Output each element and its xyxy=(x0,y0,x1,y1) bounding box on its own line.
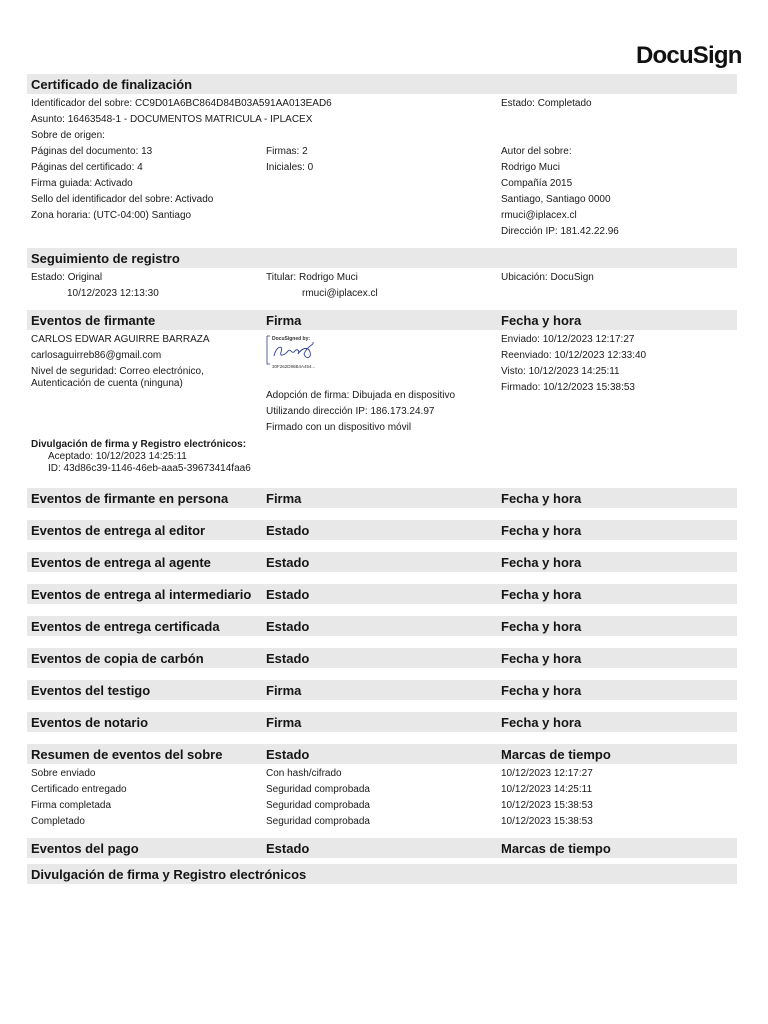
section-witness xyxy=(27,680,737,700)
signer-col-events: Eventos de firmante xyxy=(31,313,156,328)
summary-time: 10/12/2023 15:38:53 xyxy=(501,800,593,811)
summary-header xyxy=(27,744,737,764)
signer-signed: Firmado: 10/12/2023 15:38:53 xyxy=(501,382,635,393)
certificate-title: Certificado de finalización xyxy=(31,77,193,92)
summary-event: Sobre enviado xyxy=(31,768,96,779)
signature-image xyxy=(264,334,344,372)
signature-header: DocuSigned by: xyxy=(272,336,311,342)
document-pages: Páginas del documento: 13 xyxy=(31,146,153,157)
signature-adoption: Adopción de firma: Dibujada en dispositivo xyxy=(266,390,455,401)
section-title: Eventos de entrega certificada xyxy=(31,619,220,634)
section-col2: Firma xyxy=(266,715,302,730)
tracking-header xyxy=(27,248,737,268)
payment-col-status: Estado xyxy=(266,841,310,856)
signature-ip: Utilizando dirección IP: 186.173.24.97 xyxy=(266,406,435,417)
section-col2: Firma xyxy=(266,683,302,698)
disclosure-footer-header xyxy=(27,864,737,884)
signer-events-header xyxy=(27,310,737,330)
signer-authentication: Autenticación de cuenta (ninguna) xyxy=(31,378,183,389)
summary-col-events: Resumen de eventos del sobre xyxy=(31,747,223,762)
signer-sent: Enviado: 10/12/2023 12:17:27 xyxy=(501,334,635,345)
section-title: Eventos de copia de carbón xyxy=(31,651,204,666)
summary-col-timestamps: Marcas de tiempo xyxy=(501,747,611,762)
section-title: Eventos de entrega al intermediario xyxy=(31,587,252,602)
disclosure-title: Divulgación de firma y Registro electrónicos: xyxy=(31,439,247,450)
certificate-header xyxy=(27,74,737,94)
author-city: Santiago, Santiago 0000 xyxy=(501,194,611,205)
signature-device: Firmado con un dispositivo móvil xyxy=(266,422,412,433)
section-col3: Fecha y hora xyxy=(501,523,582,538)
section-title: Eventos de notario xyxy=(31,715,149,730)
guided-signing: Firma guiada: Activado xyxy=(31,178,133,189)
section-title: Eventos del testigo xyxy=(31,683,151,698)
section-intermediary-delivery xyxy=(27,584,737,604)
certificate-pages: Páginas del certificado: 4 xyxy=(31,162,143,173)
section-col2: Estado xyxy=(266,523,310,538)
tracking-status: Estado: Original xyxy=(31,272,103,283)
section-notary xyxy=(27,712,737,732)
signer-col-signature: Firma xyxy=(266,313,302,328)
section-editor-delivery xyxy=(27,520,737,540)
section-certified-delivery xyxy=(27,616,737,636)
section-col2: Estado xyxy=(266,651,310,666)
section-in-person xyxy=(27,488,737,508)
section-col3: Fecha y hora xyxy=(501,587,582,602)
tracking-location: Ubicación: DocuSign xyxy=(501,272,594,283)
tracking-holder: Titular: Rodrigo Muci xyxy=(266,272,358,283)
signer-email: carlosaguirreb86@gmail.com xyxy=(31,350,162,361)
section-col2: Estado xyxy=(266,587,310,602)
tracking-holder-email: rmuci@iplacex.cl xyxy=(302,288,378,299)
disclosure-id: ID: 43d86c39-1146-46eb-aaa5-39673414faa6 xyxy=(48,463,251,474)
summary-status: Seguridad comprobada xyxy=(266,816,370,827)
summary-status: Con hash/cifrado xyxy=(266,768,342,779)
section-carbon-copy xyxy=(27,648,737,668)
author-name: Rodrigo Muci xyxy=(501,162,560,173)
signature-id: 30F262D96B4A454... xyxy=(272,364,316,369)
section-col2: Estado xyxy=(266,555,310,570)
summary-status: Seguridad comprobada xyxy=(266,784,370,795)
summary-event: Certificado entregado xyxy=(31,784,127,795)
payment-header xyxy=(27,838,737,858)
subject: Asunto: 16463548-1 - DOCUMENTOS MATRICULA - IPLACEX xyxy=(31,114,313,125)
section-col2: Estado xyxy=(266,619,310,634)
section-col3: Fecha y hora xyxy=(501,555,582,570)
origin-envelope: Sobre de origen: xyxy=(31,130,105,141)
author-company: Compañía 2015 xyxy=(501,178,573,189)
tracking-title: Seguimiento de registro xyxy=(31,251,180,266)
signer-viewed: Visto: 10/12/2023 14:25:11 xyxy=(501,366,620,377)
signature-count: Firmas: 2 xyxy=(266,146,308,157)
payment-col-timestamps: Marcas de tiempo xyxy=(501,841,611,856)
summary-status: Seguridad comprobada xyxy=(266,800,370,811)
section-title: Eventos de entrega al agente xyxy=(31,555,211,570)
disclosure-accepted: Aceptado: 10/12/2023 14:25:11 xyxy=(48,451,187,462)
signer-resent: Reenviado: 10/12/2023 12:33:40 xyxy=(501,350,647,361)
summary-event: Completado xyxy=(31,816,85,827)
summary-time: 10/12/2023 15:38:53 xyxy=(501,816,593,827)
summary-time: 10/12/2023 12:17:27 xyxy=(501,768,593,779)
time-zone: Zona horaria: (UTC-04:00) Santiago xyxy=(31,210,192,221)
tracking-date: 10/12/2023 12:13:30 xyxy=(67,288,159,299)
section-col3: Fecha y hora xyxy=(501,651,582,666)
summary-col-status: Estado xyxy=(266,747,310,762)
author-ip: Dirección IP: 181.42.22.96 xyxy=(501,226,619,237)
section-col3: Fecha y hora xyxy=(501,491,582,506)
payment-col-events: Eventos del pago xyxy=(31,841,139,856)
summary-event: Firma completada xyxy=(31,800,112,811)
section-title: Eventos de entrega al editor xyxy=(31,523,206,538)
disclosure-footer-title: Divulgación de firma y Registro electrónicos xyxy=(31,867,307,882)
section-title: Eventos de firmante en persona xyxy=(31,491,229,506)
envelope-stamp: Sello del identificador del sobre: Activado xyxy=(31,194,214,205)
signer-col-datetime: Fecha y hora xyxy=(501,313,582,328)
initials-count: Iniciales: 0 xyxy=(266,162,314,173)
envelope-id: Identificador del sobre: CC9D01A6BC864D84B03A591AA013EAD6 xyxy=(31,98,332,109)
summary-time: 10/12/2023 14:25:11 xyxy=(501,784,593,795)
signer-security-level: Nivel de seguridad: Correo electrónico, xyxy=(31,366,204,377)
section-col3: Fecha y hora xyxy=(501,683,582,698)
envelope-status: Estado: Completado xyxy=(501,98,592,109)
section-col3: Fecha y hora xyxy=(501,619,582,634)
author-email: rmuci@iplacex.cl xyxy=(501,210,577,221)
section-col3: Fecha y hora xyxy=(501,715,582,730)
section-agent-delivery xyxy=(27,552,737,572)
signer-name: CARLOS EDWAR AGUIRRE BARRAZA xyxy=(31,334,210,345)
docusign-logo: DocuSign xyxy=(636,42,742,69)
author-label: Autor del sobre: xyxy=(501,146,572,157)
section-col2: Firma xyxy=(266,491,302,506)
